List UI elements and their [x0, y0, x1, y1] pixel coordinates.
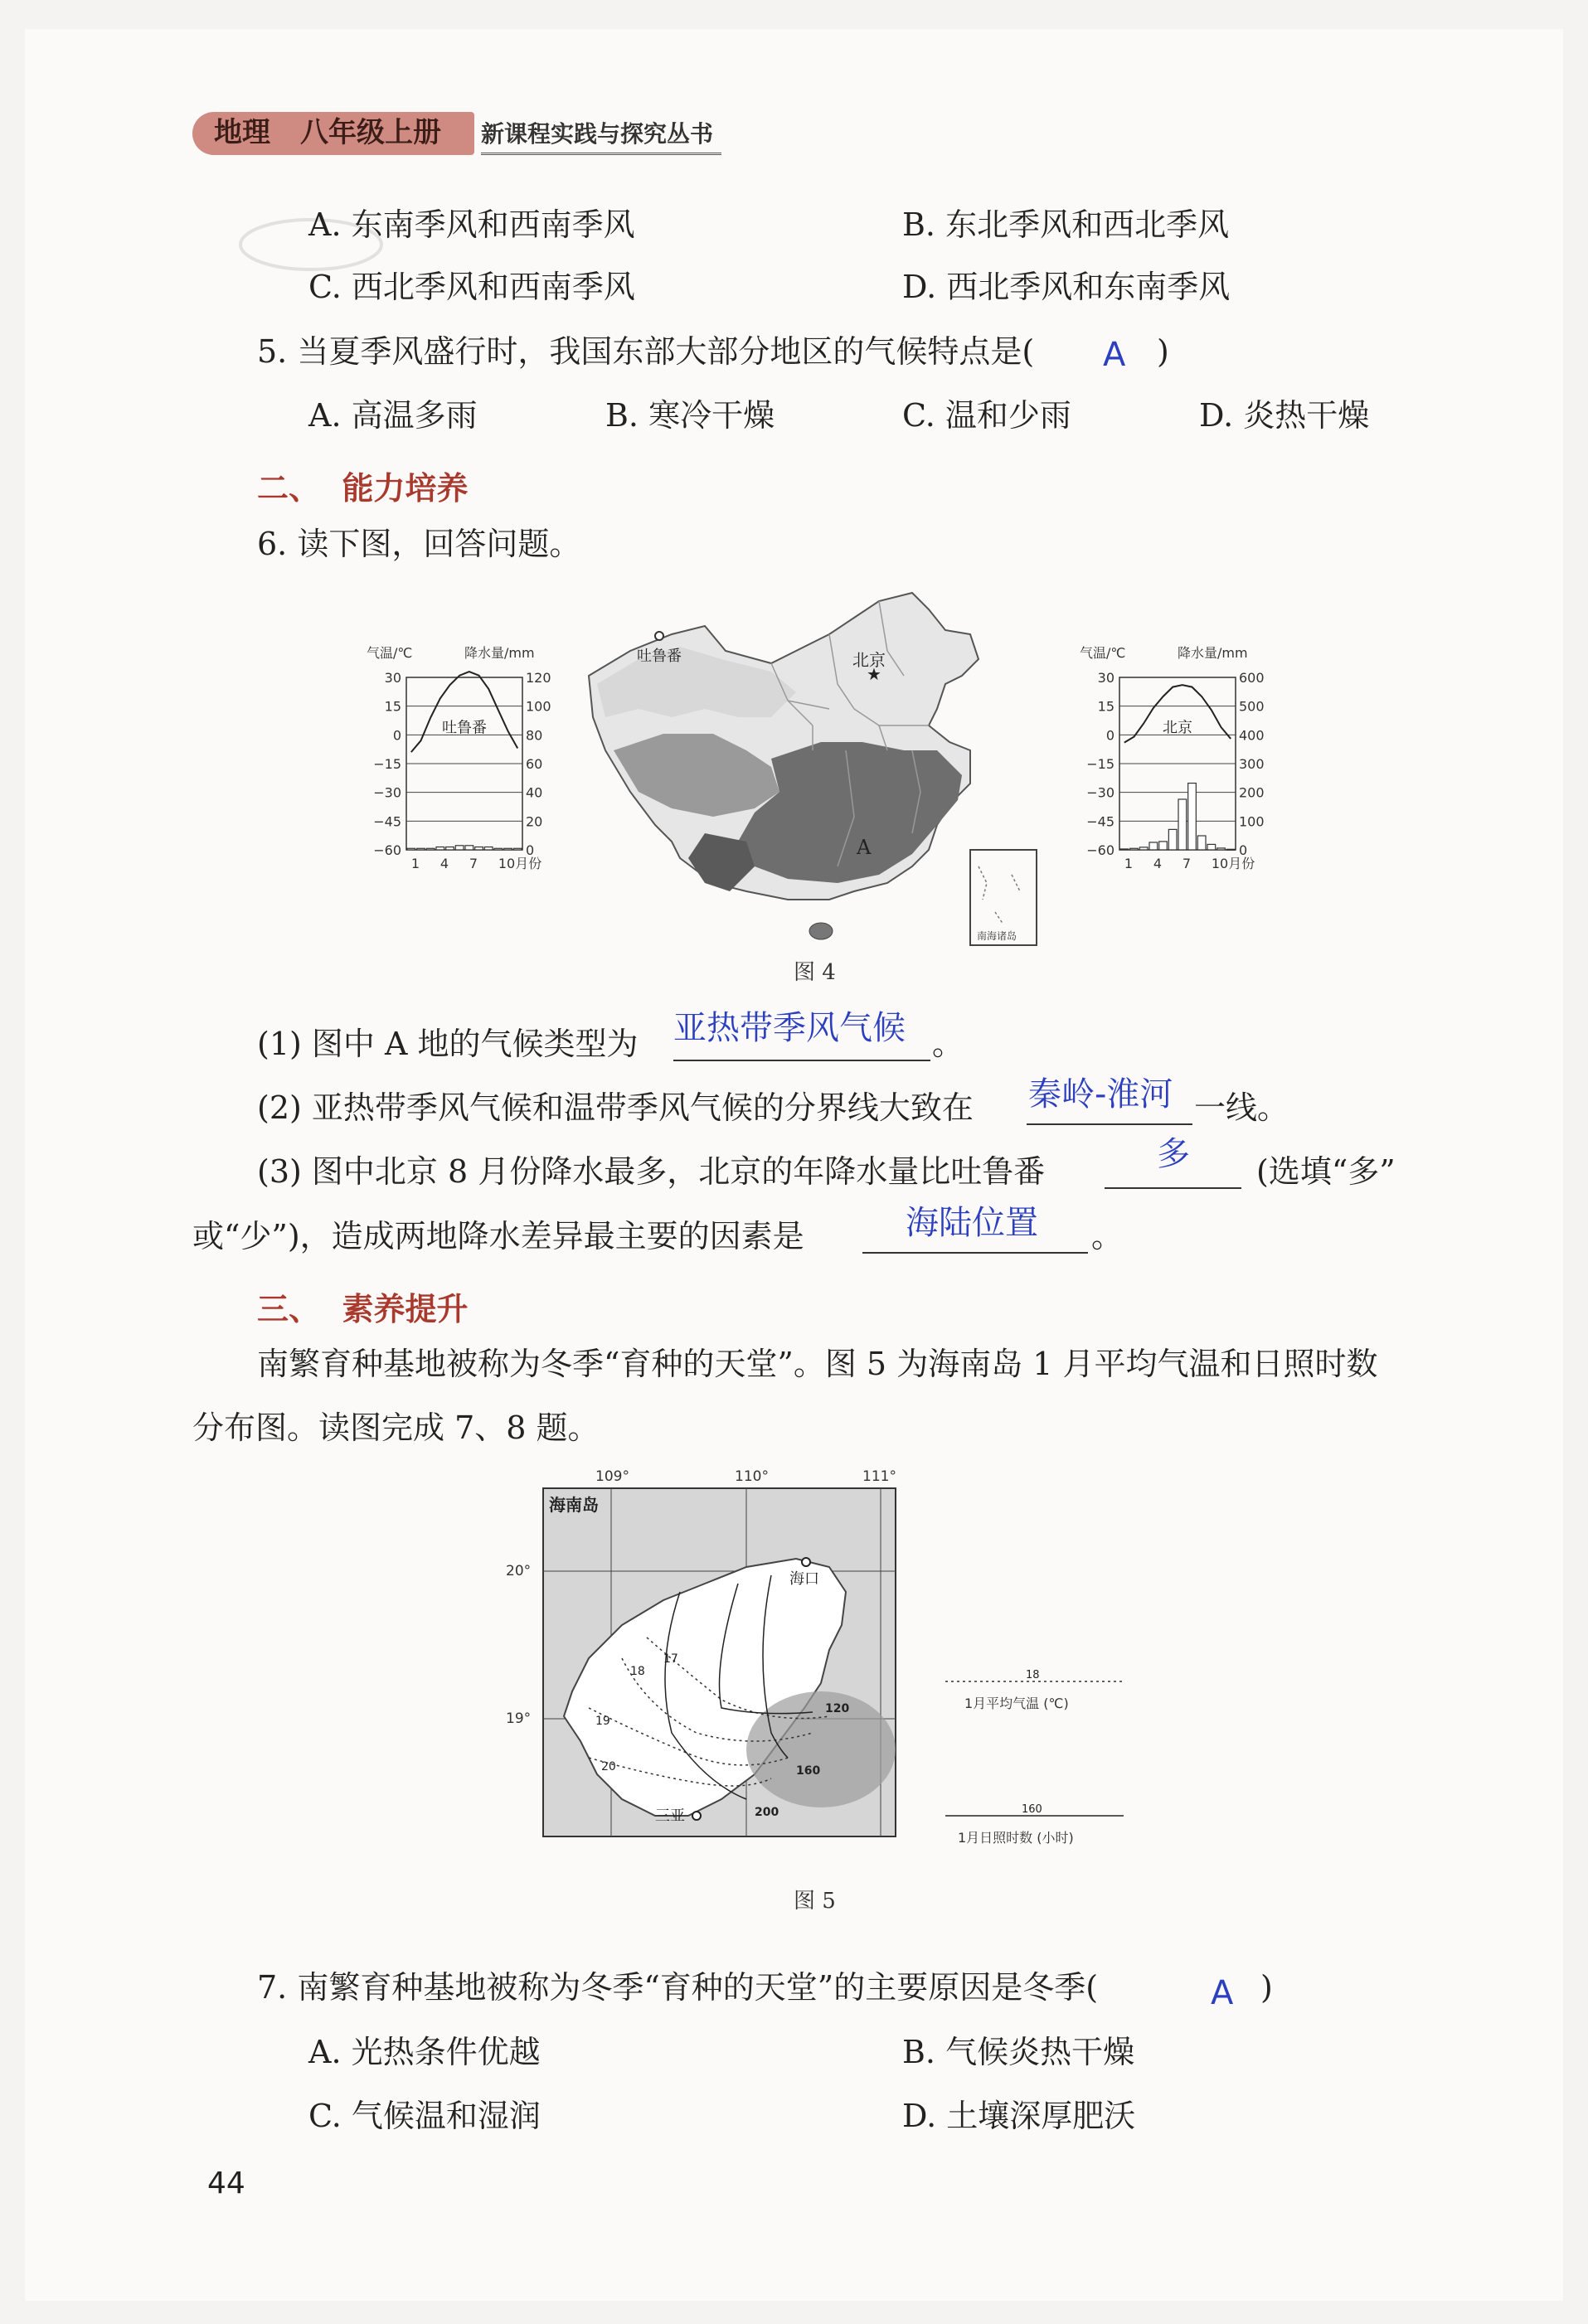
lon-label-111: 111° [862, 1468, 896, 1485]
turpan-precip-bar [417, 848, 425, 850]
figure4-caption: 图 4 [794, 960, 836, 985]
turpan-left-tick: −60 [373, 842, 401, 858]
beijing-right-tick: 200 [1239, 784, 1265, 801]
q5-close: ) [1157, 333, 1169, 370]
header-series: 新课程实践与探究丛书 [481, 120, 714, 148]
china-map [580, 585, 1045, 949]
turpan-x-tick: 4 [439, 856, 449, 871]
q4-option-c[interactable]: C. 西北季风和西南季风 [308, 269, 635, 305]
beijing-precip-bar [1207, 844, 1216, 850]
q6-stem: 6. 读下图，回答问题。 [257, 526, 581, 562]
turpan-right-tick: 120 [526, 670, 551, 686]
beijing-left-tick: 15 [1097, 698, 1115, 715]
turpan-precip-bar [455, 846, 464, 850]
beijing-precip-bar [1120, 849, 1129, 850]
turpan-precip-bar [407, 848, 415, 850]
beijing-x-tick: 7 [1182, 856, 1192, 871]
q6-sub2-answer: 秦岭-淮河 [1028, 1075, 1173, 1113]
beijing-precip-bar [1197, 836, 1206, 850]
turpan-x-tick: 1 [410, 856, 420, 871]
lon-label-109: 109° [595, 1468, 629, 1485]
iso-label-17: 17 [663, 1652, 678, 1666]
turpan-left-tick: −45 [373, 813, 401, 830]
beijing-precip-bar [1149, 842, 1158, 850]
city-sanya: 三亚 [655, 1807, 685, 1825]
sunshine-shading [746, 1691, 896, 1807]
beijing-left-tick: −45 [1086, 813, 1115, 830]
turpan-ylabel-left: 气温/℃ [367, 645, 413, 661]
turpan-title: 吐鲁番 [442, 719, 487, 737]
map-label-turpan: 吐鲁番 [637, 648, 682, 665]
beijing-x-tick: 4 [1153, 856, 1163, 871]
beijing-right-tick: 500 [1239, 698, 1265, 715]
q6-sub3-answer1: 多 [1157, 1135, 1190, 1173]
q5-option-d[interactable]: D. 炎热干燥 [1199, 397, 1370, 434]
beijing-x-tick: 1 [1124, 856, 1134, 871]
iso-label-160: 160 [796, 1764, 821, 1778]
lat-label-20: 20° [506, 1563, 532, 1579]
q6-sub3-line2: 或“少”)，造成两地降水差异最主要的因素是 [192, 1218, 804, 1254]
turpan-precip-bar [475, 847, 483, 850]
q6-sub3-mid: (选填“多” [1256, 1153, 1396, 1190]
beijing-title: 北京 [1163, 719, 1192, 737]
iso-label-20: 20 [601, 1760, 616, 1773]
section3-heading: 三、 素养提升 [257, 1291, 469, 1327]
turpan-left-tick: 15 [384, 698, 401, 715]
turpan-temp-line [411, 672, 517, 752]
turpan-left-tick: −15 [373, 756, 401, 772]
lat-label-19: 19° [506, 1710, 532, 1727]
beijing-star-icon: ★ [867, 664, 881, 684]
beijing-right-tick: 400 [1239, 727, 1265, 744]
iso-label-19: 19 [595, 1715, 610, 1728]
beijing-right-tick: 600 [1239, 670, 1265, 686]
beijing-right-tick: 100 [1239, 813, 1265, 830]
beijing-precip-bar [1178, 799, 1187, 850]
beijing-precip-bar [1159, 842, 1168, 850]
beijing-precip-bar [1188, 784, 1197, 850]
turpan-x-tick: 7 [469, 856, 478, 871]
beijing-precip-bar [1168, 829, 1177, 850]
q4-option-a[interactable]: A. 东南季风和西南季风 [308, 206, 635, 243]
q6-sub3: (3) 图中北京 8 月份降水最多，北京的年降水量比吐鲁番 [257, 1153, 1046, 1190]
map-label-beijing: 北京 [852, 650, 886, 670]
beijing-precip-bar [1139, 847, 1148, 850]
map5-title: 海南岛 [549, 1495, 599, 1515]
beijing-left-tick: −15 [1086, 756, 1115, 772]
header-subject: 地理 [214, 116, 270, 149]
q5-option-b[interactable]: B. 寒冷干燥 [605, 397, 775, 434]
q5-option-a[interactable]: A. 高温多雨 [308, 397, 478, 434]
climate-chart-turpan [365, 643, 564, 883]
header-grade: 八年级上册 [300, 116, 441, 149]
turpan-ylabel-right: 降水量/mm [464, 645, 535, 661]
beijing-precip-bar [1130, 848, 1139, 850]
beijing-left-tick: −60 [1086, 842, 1115, 858]
legend-sun-value: 160 [1022, 1803, 1042, 1816]
turpan-right-tick: 100 [526, 698, 551, 715]
beijing-ylabel-right: 降水量/mm [1178, 645, 1248, 661]
legend-temp-text: 1月平均气温 (℃) [964, 1696, 1069, 1711]
city-haikou: 海口 [789, 1570, 819, 1588]
beijing-left-tick: 0 [1105, 727, 1115, 744]
q6-sub1-suffix: 。 [932, 1026, 964, 1062]
figure5-caption: 图 5 [794, 1889, 836, 1914]
turpan-left-tick: 0 [392, 727, 401, 744]
turpan-precip-bar [484, 847, 493, 850]
inset-label: 南海诸岛 [977, 930, 1017, 942]
page-number: 44 [207, 2166, 245, 2200]
turpan-left-tick: −30 [373, 784, 401, 801]
turpan-precip-bar [446, 847, 454, 850]
turpan-precip-bar [426, 848, 435, 850]
beijing-left-tick: −30 [1086, 784, 1115, 801]
turpan-precip-bar [504, 848, 512, 850]
lon-label-110: 110° [735, 1468, 769, 1485]
beijing-right-tick: 300 [1239, 756, 1265, 772]
turpan-right-tick: 20 [526, 813, 543, 830]
map-label-a: A [857, 836, 872, 859]
q7-option-b[interactable]: B. 气候炎热干燥 [902, 2034, 1135, 2070]
intro-line1: 南繁育种基地被称为冬季“育种的天堂”。图 5 为海南岛 1 月平均气温和日照时数 [257, 1346, 1378, 1382]
q7-option-d[interactable]: D. 土壤深厚肥沃 [902, 2098, 1136, 2134]
q7-option-c[interactable]: C. 气候温和湿润 [308, 2098, 541, 2134]
q4-option-d[interactable]: D. 西北季风和东南季风 [902, 269, 1231, 305]
beijing-ylabel-left: 气温/℃ [1080, 645, 1126, 661]
q6-sub1: (1) 图中 A 地的气候类型为 [257, 1026, 639, 1062]
turpan-precip-bar [436, 847, 444, 850]
iso-label-200: 200 [755, 1806, 779, 1819]
q6-sub2-suffix: 一线。 [1194, 1089, 1289, 1126]
beijing-x-tick: 10月份 [1211, 856, 1255, 871]
q6-sub3-answer2: 海陆位置 [906, 1204, 1038, 1242]
turpan-right-tick: 80 [526, 727, 543, 744]
hainan-map [498, 1459, 1128, 1866]
q6-sub1-answer: 亚热带季风气候 [673, 1009, 906, 1047]
turpan-right-tick: 0 [526, 842, 535, 858]
q7-answer: A [1211, 1974, 1234, 2012]
section2-heading: 二、 能力培养 [257, 470, 469, 507]
iso-label-120: 120 [825, 1702, 850, 1715]
turpan-right-tick: 60 [526, 756, 543, 772]
header-rule [481, 153, 721, 155]
q7-option-a[interactable]: A. 光热条件优越 [308, 2034, 541, 2070]
q5-option-c[interactable]: C. 温和少雨 [902, 397, 1071, 434]
q7-close: ) [1260, 1969, 1273, 2006]
turpan-precip-bar [465, 846, 473, 850]
q7-stem: 7. 南繁育种基地被称为冬季“育种的天堂”的主要原因是冬季( [257, 1969, 1099, 2006]
q4-option-b[interactable]: B. 东北季风和西北季风 [902, 206, 1230, 243]
legend-sun-text: 1月日照时数 (小时) [958, 1830, 1074, 1846]
turpan-precip-bar [513, 848, 522, 850]
q5-stem: 5. 当夏季风盛行时，我国东部大部分地区的气候特点是( [257, 333, 1035, 370]
beijing-precip-bar [1226, 849, 1235, 850]
turpan-x-tick: 10月份 [498, 856, 542, 871]
intro-line2: 分布图。读图完成 7、8 题。 [192, 1409, 600, 1446]
hainan-island [809, 923, 833, 939]
q6-sub2: (2) 亚热带季风气候和温带季风气候的分界线大致在 [257, 1089, 974, 1126]
beijing-precip-bar [1217, 848, 1226, 850]
beijing-left-tick: 30 [1097, 670, 1115, 686]
iso-label-18: 18 [630, 1665, 645, 1678]
legend-temp-value: 18 [1026, 1669, 1040, 1681]
q5-answer: A [1103, 336, 1126, 374]
turpan-right-tick: 40 [526, 784, 543, 801]
turpan-precip-bar [494, 848, 503, 850]
q6-sub3-suffix: 。 [1091, 1218, 1124, 1254]
climate-chart-beijing [1078, 643, 1277, 883]
turpan-left-tick: 30 [384, 670, 401, 686]
beijing-right-tick: 0 [1239, 842, 1248, 858]
